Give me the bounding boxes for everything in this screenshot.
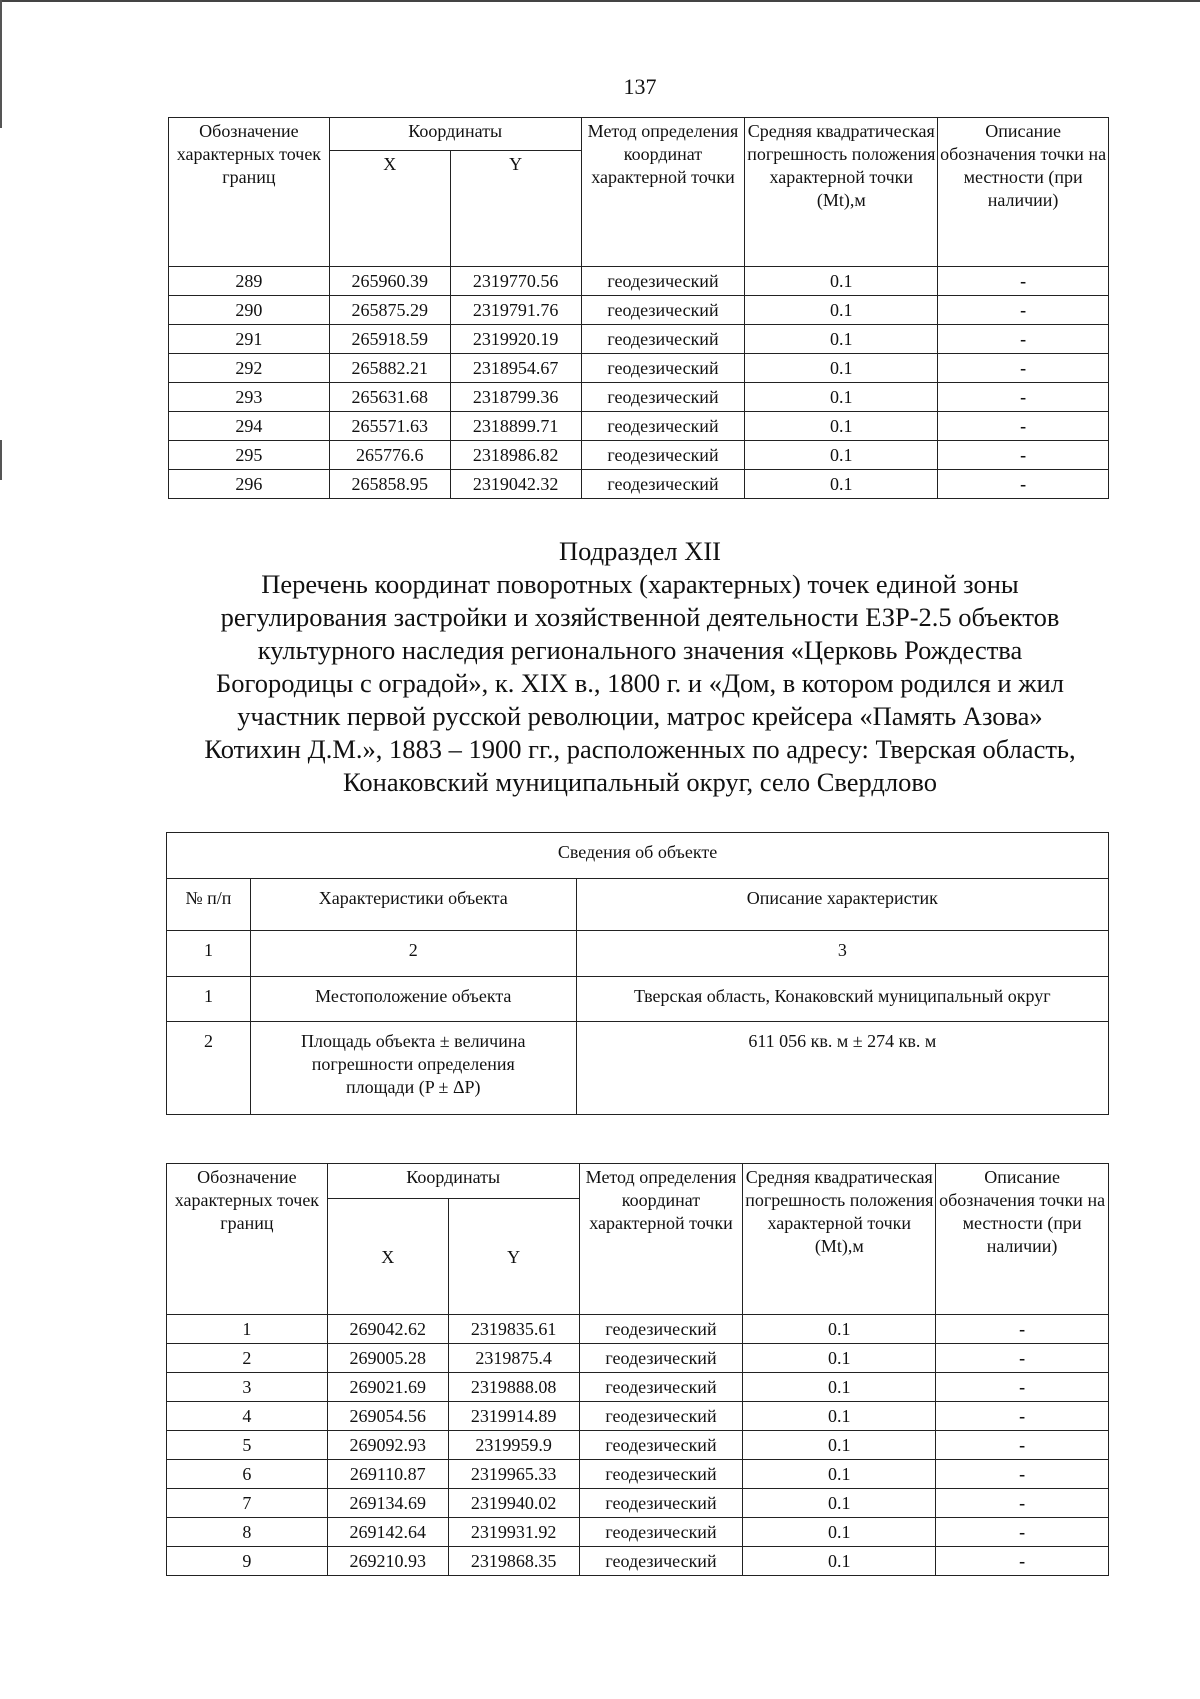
description-cell: - [938, 296, 1109, 325]
coordinates-table-top [168, 117, 1109, 499]
header-method: Метод определения координат характерной точки [579, 1164, 743, 1315]
point-number-cell: 4 [167, 1402, 328, 1431]
description-cell: - [936, 1547, 1109, 1576]
y-coordinate-cell: 2319770.56 [450, 267, 581, 296]
point-number-cell: 5 [167, 1431, 328, 1460]
method-cell: геодезический [581, 470, 745, 499]
x-coordinate-cell: 269092.93 [327, 1431, 448, 1460]
x-coordinate-cell: 265858.95 [329, 470, 450, 499]
x-coordinate-cell: 269134.69 [327, 1489, 448, 1518]
section-line: участник первой русской революции, матрос крейсера «Память Азова» [237, 701, 1043, 731]
header-point: Обозначение характерных точек границ [167, 1164, 328, 1315]
y-coordinate-cell: 2319931.92 [448, 1518, 579, 1547]
section-line: Перечень координат поворотных (характерных) точек единой зоны [261, 569, 1019, 599]
error-cell: 0.1 [743, 1402, 936, 1431]
method-cell: геодезический [581, 267, 745, 296]
point-number-cell: 7 [167, 1489, 328, 1518]
description-cell: - [938, 267, 1109, 296]
table-row [169, 296, 1109, 325]
section-line: Котихин Д.М.», 1883 – 1900 гг., расположенных по адресу: Тверская область, [204, 734, 1076, 764]
x-coordinate-cell: 265776.6 [329, 441, 450, 470]
table-row [169, 267, 1109, 296]
table-row [167, 1460, 1109, 1489]
description-cell: - [938, 383, 1109, 412]
x-coordinate-cell: 269054.56 [327, 1402, 448, 1431]
header-error: Средняя квадратическая погрешность положения характерной точки (Mt),м [743, 1164, 936, 1315]
info-col-num: № п/п [167, 879, 251, 931]
description-cell: - [936, 1373, 1109, 1402]
info-table-title: Сведения об объекте [167, 833, 1109, 879]
x-coordinate-cell: 265960.39 [329, 267, 450, 296]
error-cell: 0.1 [743, 1431, 936, 1460]
error-cell: 0.1 [745, 267, 938, 296]
top-border-line [0, 0, 1200, 2]
error-cell: 0.1 [743, 1373, 936, 1402]
table-row [167, 1518, 1109, 1547]
y-coordinate-cell: 2319888.08 [448, 1373, 579, 1402]
info-row-num: 2 [167, 1022, 251, 1115]
x-coordinate-cell: 265882.21 [329, 354, 450, 383]
description-cell: - [936, 1431, 1109, 1460]
section-heading [140, 535, 1140, 799]
x-coordinate-cell: 265875.29 [329, 296, 450, 325]
table-row [169, 441, 1109, 470]
y-coordinate-cell: 2319791.76 [450, 296, 581, 325]
method-cell: геодезический [579, 1547, 743, 1576]
header-description: Описание обозначения точки на местности (при наличии) [938, 118, 1109, 267]
description-cell: - [938, 441, 1109, 470]
point-number-cell: 8 [167, 1518, 328, 1547]
info-row-char: Местоположение объекта [250, 977, 576, 1022]
section-line: Конаковский муниципальный округ, село Свердлово [343, 767, 937, 797]
table-row [169, 412, 1109, 441]
info-index-cell: 1 [167, 931, 251, 977]
y-coordinate-cell: 2318799.36 [450, 383, 581, 412]
table-row [167, 1315, 1109, 1344]
header-y: Y [448, 1199, 579, 1315]
x-coordinate-cell: 269042.62 [327, 1315, 448, 1344]
description-cell: - [936, 1315, 1109, 1344]
method-cell: геодезический [579, 1315, 743, 1344]
y-coordinate-cell: 2319875.4 [448, 1344, 579, 1373]
y-coordinate-cell: 2318954.67 [450, 354, 581, 383]
method-cell: геодезический [579, 1460, 743, 1489]
method-cell: геодезический [581, 296, 745, 325]
point-number-cell: 290 [169, 296, 330, 325]
description-cell: - [938, 354, 1109, 383]
info-col-char: Характеристики объекта [250, 879, 576, 931]
x-coordinate-cell: 269005.28 [327, 1344, 448, 1373]
header-coordinates: Координаты [329, 118, 581, 151]
error-cell: 0.1 [745, 470, 938, 499]
scan-edge-mark [0, 0, 2, 128]
table-row [169, 354, 1109, 383]
y-coordinate-cell: 2319940.02 [448, 1489, 579, 1518]
coordinates-table-bottom [166, 1163, 1109, 1576]
info-col-desc: Описание характеристик [576, 879, 1108, 931]
info-row-num: 1 [167, 977, 251, 1022]
point-number-cell: 2 [167, 1344, 328, 1373]
method-cell: геодезический [581, 383, 745, 412]
info-index-cell: 3 [576, 931, 1108, 977]
table-body [167, 1315, 1109, 1576]
header-y: Y [450, 151, 581, 267]
method-cell: геодезический [581, 325, 745, 354]
point-number-cell: 296 [169, 470, 330, 499]
description-cell: - [938, 325, 1109, 354]
section-line: культурного наследия регионального значения «Церковь Рождества [257, 635, 1023, 665]
description-cell: - [938, 412, 1109, 441]
header-error: Средняя квадратическая погрешность положения характерной точки (Mt),м [745, 118, 938, 267]
y-coordinate-cell: 2319965.33 [448, 1460, 579, 1489]
table-row [169, 470, 1109, 499]
table-row [169, 325, 1109, 354]
table-row [167, 1547, 1109, 1576]
point-number-cell: 293 [169, 383, 330, 412]
y-coordinate-cell: 2319042.32 [450, 470, 581, 499]
method-cell: геодезический [581, 412, 745, 441]
info-row-desc: Тверская область, Конаковский муниципальный округ [576, 977, 1108, 1022]
header-x: X [329, 151, 450, 267]
y-coordinate-cell: 2319920.19 [450, 325, 581, 354]
page-number: 137 [623, 74, 657, 99]
error-cell: 0.1 [743, 1344, 936, 1373]
x-coordinate-cell: 269210.93 [327, 1547, 448, 1576]
section-line: Богородицы с оградой», к. XIX в., 1800 г. и «Дом, в котором родился и жил [216, 668, 1064, 698]
x-coordinate-cell: 265918.59 [329, 325, 450, 354]
object-info-table [166, 832, 1109, 1115]
table-row [167, 1402, 1109, 1431]
x-coordinate-cell: 265631.68 [329, 383, 450, 412]
error-cell: 0.1 [743, 1518, 936, 1547]
y-coordinate-cell: 2318986.82 [450, 441, 581, 470]
table-body [169, 267, 1109, 499]
error-cell: 0.1 [745, 354, 938, 383]
point-number-cell: 291 [169, 325, 330, 354]
info-index-cell: 2 [250, 931, 576, 977]
table-row [169, 383, 1109, 412]
error-cell: 0.1 [743, 1315, 936, 1344]
point-number-cell: 6 [167, 1460, 328, 1489]
error-cell: 0.1 [745, 383, 938, 412]
error-cell: 0.1 [745, 441, 938, 470]
method-cell: геодезический [579, 1373, 743, 1402]
error-cell: 0.1 [745, 296, 938, 325]
error-cell: 0.1 [745, 412, 938, 441]
header-method: Метод определения координат характерной точки [581, 118, 745, 267]
table-row [167, 1373, 1109, 1402]
x-coordinate-cell: 265571.63 [329, 412, 450, 441]
error-cell: 0.1 [743, 1489, 936, 1518]
y-coordinate-cell: 2319959.9 [448, 1431, 579, 1460]
point-number-cell: 295 [169, 441, 330, 470]
error-cell: 0.1 [743, 1547, 936, 1576]
y-coordinate-cell: 2319835.61 [448, 1315, 579, 1344]
table-row [167, 1344, 1109, 1373]
header-coordinates: Координаты [327, 1164, 579, 1199]
scan-edge-mark [0, 440, 2, 480]
x-coordinate-cell: 269110.87 [327, 1460, 448, 1489]
header-description: Описание обозначения точки на местности (при наличии) [936, 1164, 1109, 1315]
description-cell: - [936, 1489, 1109, 1518]
description-cell: - [936, 1460, 1109, 1489]
header-x: X [327, 1199, 448, 1315]
method-cell: геодезический [581, 441, 745, 470]
point-number-cell: 1 [167, 1315, 328, 1344]
header-point: Обозначение характерных точек границ [169, 118, 330, 267]
description-cell: - [936, 1344, 1109, 1373]
point-number-cell: 292 [169, 354, 330, 383]
x-coordinate-cell: 269021.69 [327, 1373, 448, 1402]
x-coordinate-cell: 269142.64 [327, 1518, 448, 1547]
section-title: Подраздел XII [559, 536, 721, 566]
table-row [167, 1489, 1109, 1518]
method-cell: геодезический [579, 1489, 743, 1518]
info-row-desc: 611 056 кв. м ± 274 кв. м [576, 1022, 1108, 1115]
method-cell: геодезический [579, 1402, 743, 1431]
y-coordinate-cell: 2318899.71 [450, 412, 581, 441]
y-coordinate-cell: 2319914.89 [448, 1402, 579, 1431]
method-cell: геодезический [579, 1518, 743, 1547]
point-number-cell: 3 [167, 1373, 328, 1402]
error-cell: 0.1 [743, 1460, 936, 1489]
point-number-cell: 289 [169, 267, 330, 296]
table-row [167, 1431, 1109, 1460]
description-cell: - [936, 1402, 1109, 1431]
section-line: регулирования застройки и хозяйственной деятельности ЕЗР-2.5 объектов [220, 602, 1060, 632]
method-cell: геодезический [579, 1344, 743, 1373]
description-cell: - [938, 470, 1109, 499]
method-cell: геодезический [581, 354, 745, 383]
point-number-cell: 294 [169, 412, 330, 441]
y-coordinate-cell: 2319868.35 [448, 1547, 579, 1576]
method-cell: геодезический [579, 1431, 743, 1460]
point-number-cell: 9 [167, 1547, 328, 1576]
info-row-char: Площадь объекта ± величина погрешности определения площади (P ± ΔP) [250, 1022, 576, 1115]
error-cell: 0.1 [745, 325, 938, 354]
description-cell: - [936, 1518, 1109, 1547]
